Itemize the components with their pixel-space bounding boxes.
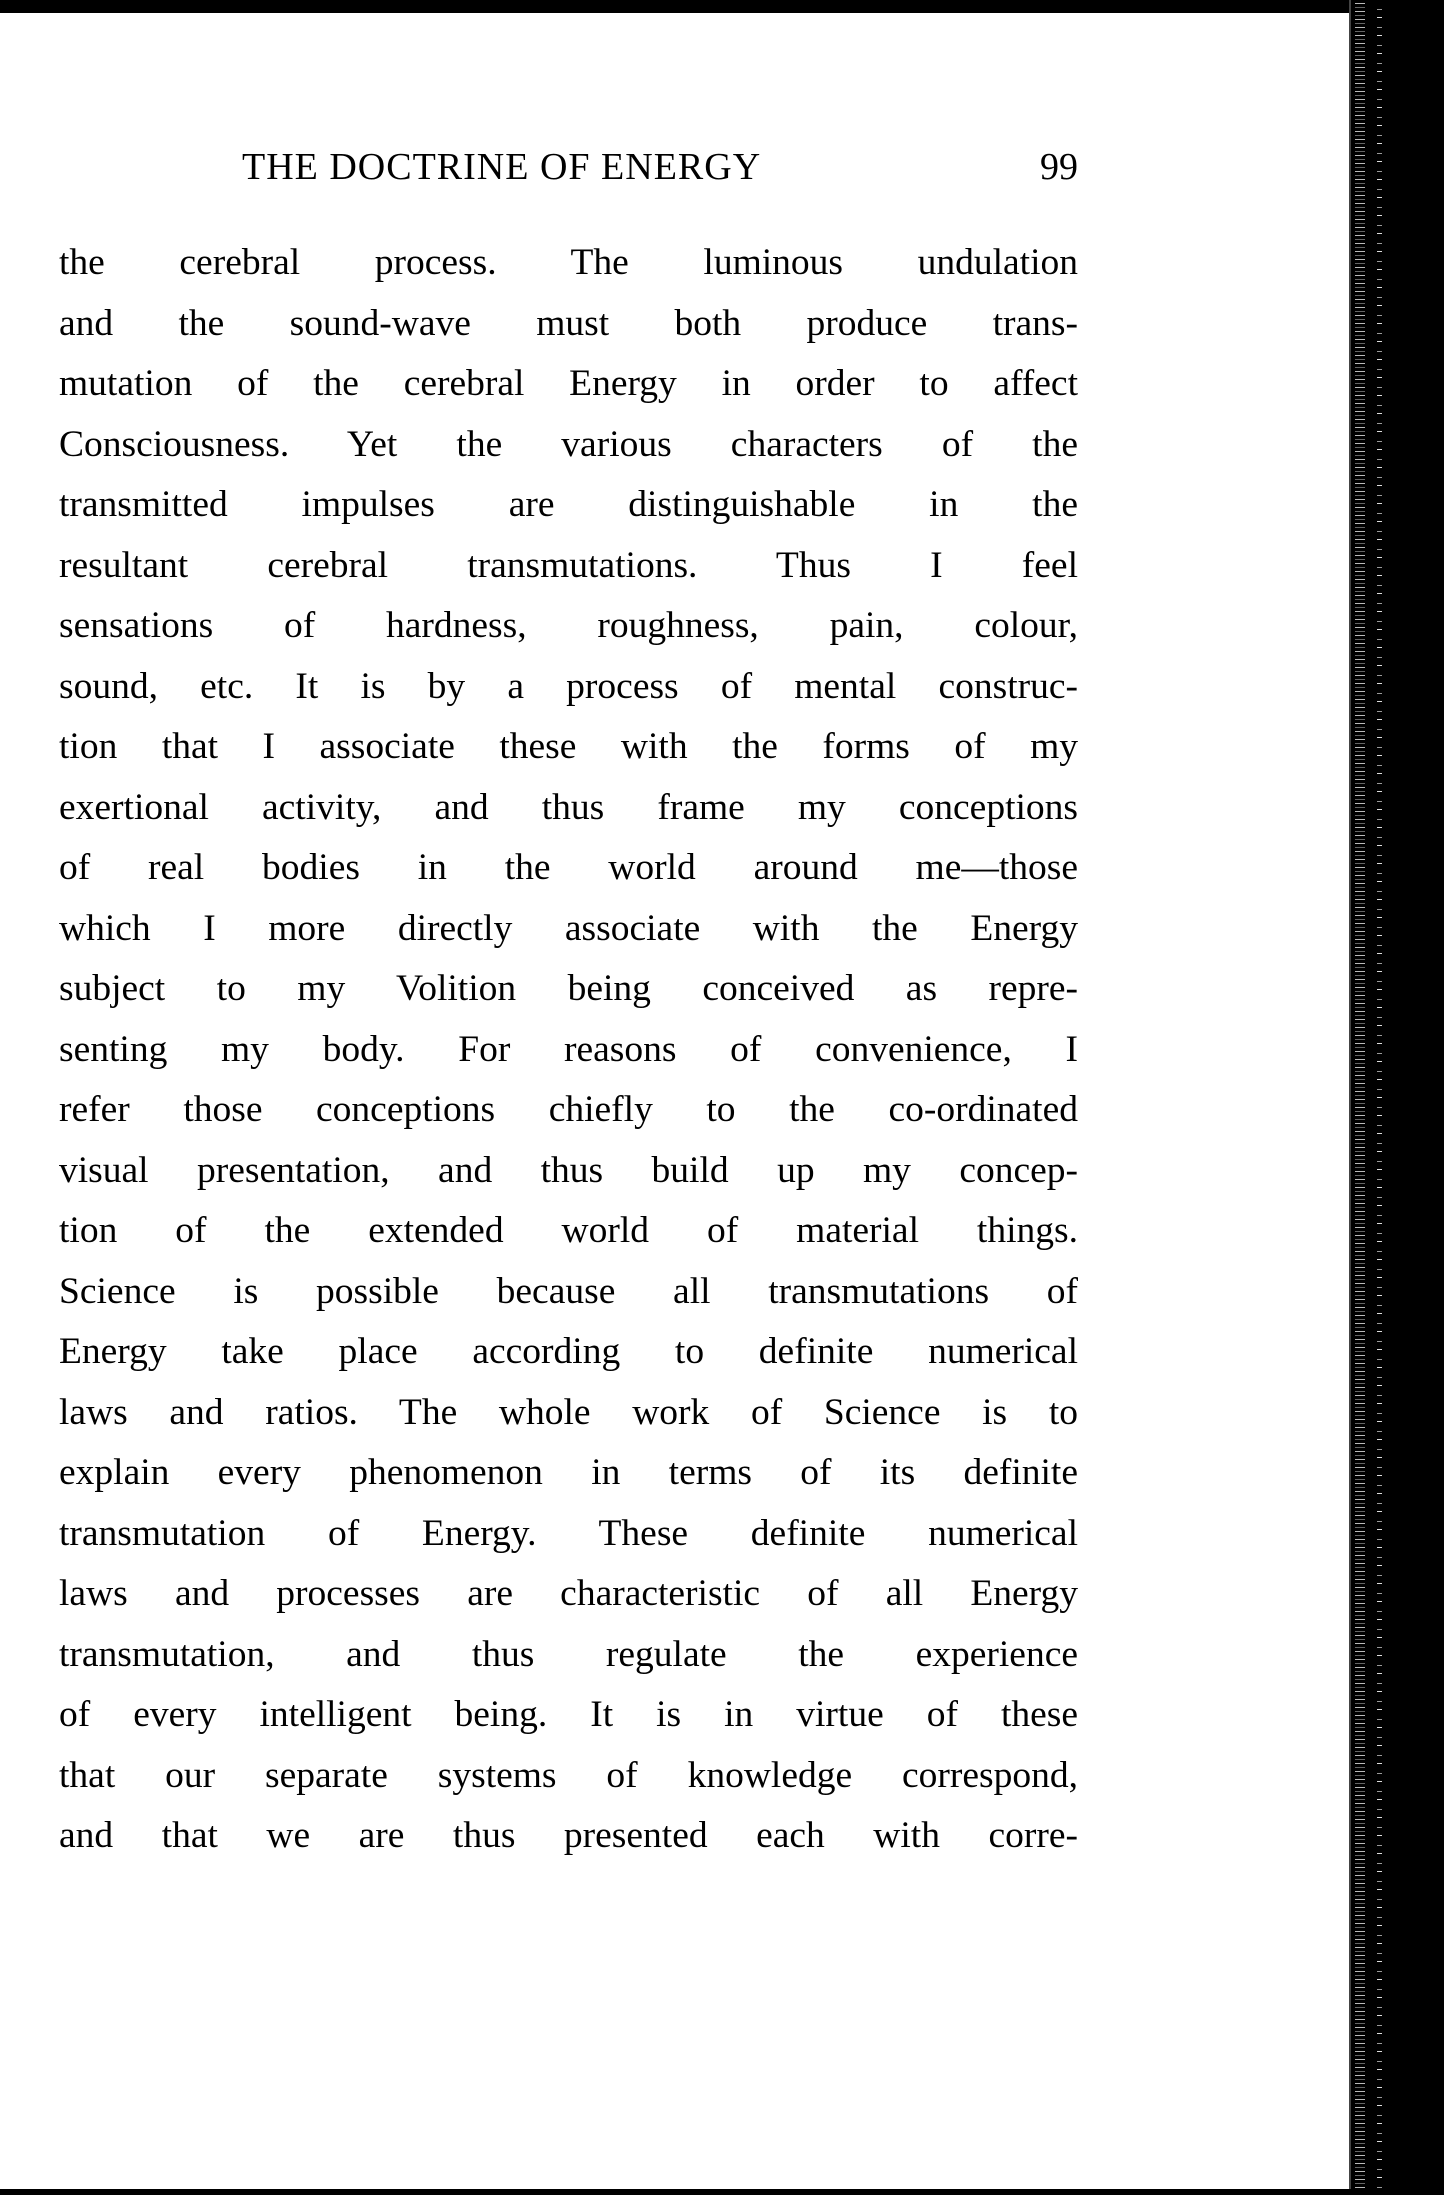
- text-line: transmutation of Energy. These definite numerical: [59, 1512, 1078, 1554]
- text-line: visual presentation, and thus build up my concep-: [59, 1149, 1078, 1191]
- text-line: which I more directly associate with the Energy: [59, 907, 1078, 949]
- page-edge-texture: [1377, 0, 1382, 2195]
- page-number: 99: [1040, 146, 1078, 188]
- text-line: Energy take place according to definite numerical: [59, 1331, 1078, 1372]
- text-line: of real bodies in the world around me—those: [59, 847, 1078, 888]
- text-line: Consciousness. Yet the various characters of the: [59, 423, 1078, 465]
- text-line: and that we are thus presented each with corre-: [59, 1815, 1078, 1856]
- text-line: and the sound-wave must both produce trans-: [59, 302, 1078, 344]
- text-line: exertional activity, and thus frame my conceptions: [59, 786, 1078, 828]
- text-line: laws and ratios. The whole work of Science is to: [59, 1391, 1078, 1433]
- running-title: THE DOCTRINE OF ENERGY: [242, 146, 762, 188]
- page-edge-line: [1349, 0, 1351, 2195]
- text-line: that our separate systems of knowledge correspond,: [59, 1754, 1078, 1796]
- page-edge-texture: [1355, 0, 1365, 2195]
- text-line: sound, etc. It is by a process of mental construc-: [59, 665, 1078, 707]
- running-head: [59, 145, 1078, 195]
- text-line: Science is possible because all transmutations of: [59, 1270, 1078, 1312]
- text-line: transmitted impulses are distinguishable in the: [59, 484, 1078, 525]
- text-line: explain every phenomenon in terms of its definite: [59, 1452, 1078, 1493]
- scan-border-bottom: [0, 2189, 1444, 2195]
- scan-border-top: [0, 0, 1444, 13]
- text-line: tion that I associate these with the forms of my: [59, 726, 1078, 767]
- text-line: of every intelligent being. It is in virtue of these: [59, 1694, 1078, 1735]
- text-line: mutation of the cerebral Energy in order to affect: [59, 363, 1078, 404]
- text-line: subject to my Volition being conceived as repre-: [59, 968, 1078, 1009]
- text-line: transmutation, and thus regulate the experience: [59, 1633, 1078, 1675]
- text-line: senting my body. For reasons of convenience, I: [59, 1028, 1078, 1070]
- text-line: tion of the extended world of material things.: [59, 1210, 1078, 1251]
- scan-border-right: [1349, 0, 1444, 2195]
- text-line: laws and processes are characteristic of all Energy: [59, 1573, 1078, 1614]
- text-line: refer those conceptions chiefly to the co-ordinated: [59, 1089, 1078, 1130]
- body-text: [59, 233, 1078, 1867]
- text-line: the cerebral process. The luminous undulation: [59, 242, 1078, 283]
- text-line: sensations of hardness, roughness, pain, colour,: [59, 605, 1078, 646]
- text-line: resultant cerebral transmutations. Thus I feel: [59, 544, 1078, 586]
